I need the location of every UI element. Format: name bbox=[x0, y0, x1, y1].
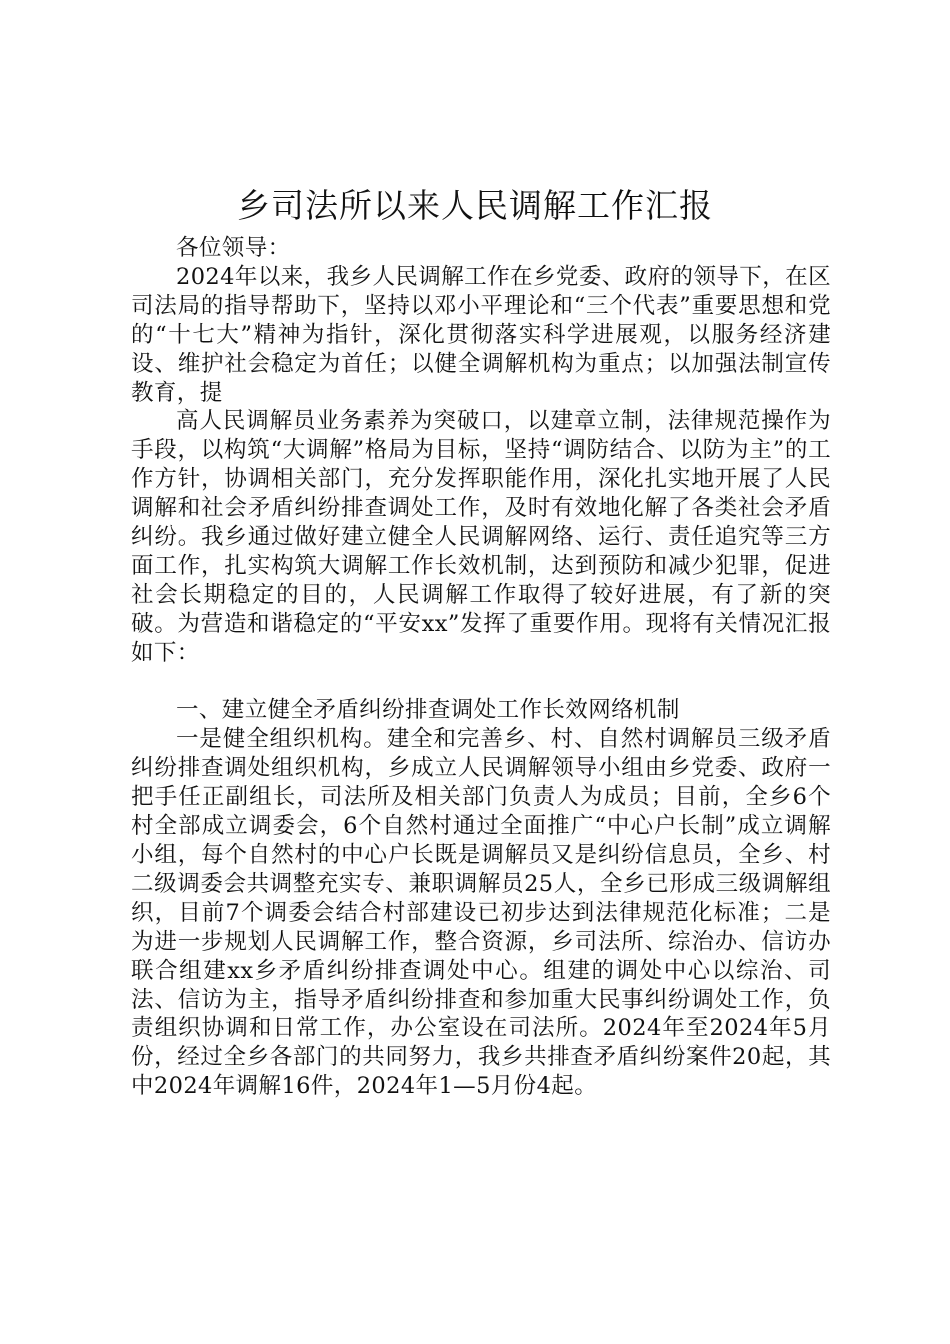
paragraph-section-1: 一是健全组织机构。建全和完善乡、村、自然村调解员三级矛盾纠纷排查调处组织机构，乡成立人民调解领导小组由乡党委、政府一把手任正副组长，司法所及相关部门负责人为成员；目前，全乡6个村全部成立调委会，6个自然村通过全面推广“中心户长制”成立调解小组，每个自然村的中心户长既是调解员又是纠纷信息员，全乡、村二级调委会共调整充实专、兼职调解员25人，全乡已形成三级调解组织，目前7个调委会结合村部建设已初步达到法律规范化标准；二是为进一步规划人民调解工作，整合资源，乡司法所、综治办、信访办联合组建xx乡矛盾纠纷排查调处中心。组建的调处中心以综治、司法、信访为主，指导矛盾纠纷排查和参加重大民事纠纷调处工作，负责组织协调和日常工作，办公室设在司法所。2024年至2024年5月份，经过全乡各部门的共同努力，我乡共排查矛盾纠纷案件20起，其中2024年调解16件，2024年1—5月份4起。 bbox=[131, 726, 831, 1100]
section-heading-1: 一、建立健全矛盾纠纷排查调处工作长效网络机制 bbox=[176, 697, 680, 724]
paragraph-intro-continued: 高人民调解员业务素养为突破口，以建章立制，法律规范操作为手段，以构筑“大调解”格局为目标，坚持“调防结合、以防为主”的工作方针，协调相关部门，充分发挥职能作用，深化扎实地开展了人民调解和社会矛盾纠纷排查调处工作，及时有效地化解了各类社会矛盾纠纷。我乡通过做好建立健全人民调解网络、运行、责任追究等三方面工作，扎实构筑大调解工作长效机制，达到预防和减少犯罪，促进社会长期稳定的目的，人民调解工作取得了较好进展，有了新的突破。为营造和谐稳定的“平安xx”发挥了重要作用。现将有关情况汇报如下： bbox=[131, 408, 831, 666]
salutation: 各位领导： bbox=[176, 235, 291, 261]
document-title: 乡司法所以来人民调解工作汇报 bbox=[237, 186, 713, 225]
paragraph-intro: 2024年以来，我乡人民调解工作在乡党委、政府的领导下，在区司法局的指导帮助下，坚持以邓小平理论和“三个代表”重要思想和党的“十七大”精神为指针，深化贯彻落实科学进展观，以服务经济建设、维护社会稳定为首任；以健全调解机构为重点；以加强法制宣传教育，提 bbox=[131, 263, 831, 406]
document-body bbox=[131, 234, 831, 1101]
